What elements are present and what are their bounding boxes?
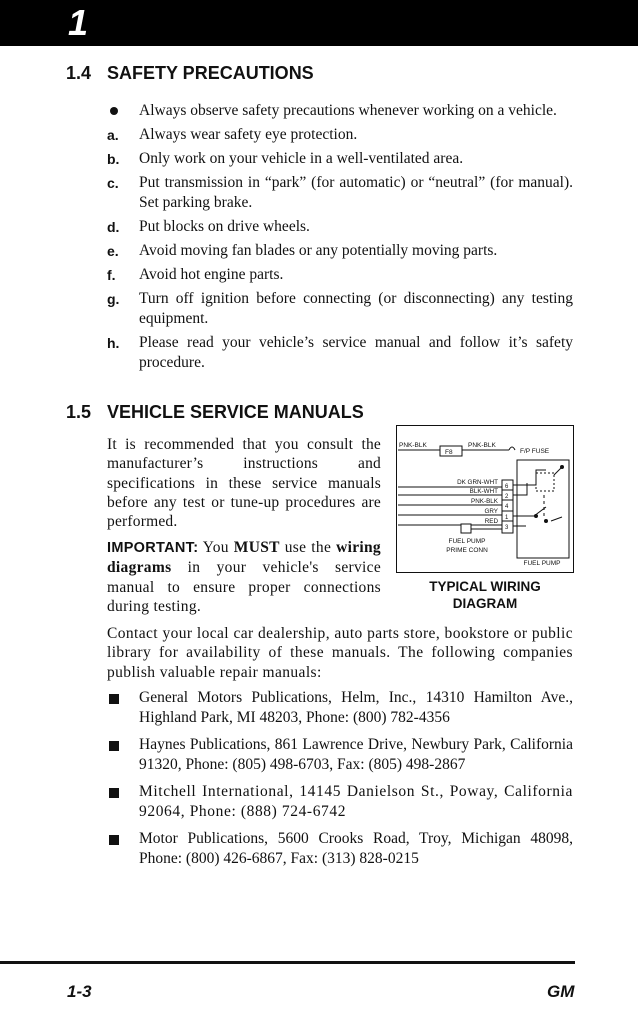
pin-label: 1 [505, 515, 509, 521]
list-item-marker: c. [107, 175, 119, 191]
wire-label: PNK-BLK [468, 442, 496, 449]
important-paragraph [107, 538, 381, 616]
diagram-caption: TYPICAL WIRING DIAGRAM [429, 579, 541, 611]
list-item [107, 241, 573, 261]
list-item-text: Avoid moving fan blades or any potentially moving parts. [139, 242, 498, 259]
pin-label: 3 [505, 525, 509, 531]
wire-label: BLK-WHT [469, 488, 498, 495]
list-item [107, 101, 573, 121]
chapter-header-bar [0, 0, 638, 46]
intro-paragraph: It is recommended that you consult the manufacturer’s instructions and specifications in these service manuals before any test or tune-up procedures are performed. [107, 436, 381, 531]
list-item [107, 149, 573, 169]
list-item-marker: b. [107, 151, 120, 167]
footer-rule [0, 961, 575, 964]
important-emphasis: MUST [233, 539, 280, 556]
square-bullet-icon [109, 694, 119, 704]
important-text: in your vehicle's service manual to ensure proper connections during testing. [107, 559, 381, 615]
list-item [107, 735, 573, 775]
important-label: IMPORTANT: [107, 540, 199, 556]
list-item [107, 173, 573, 213]
list-item-marker: f. [107, 267, 116, 283]
connector-label: FUEL PUMP [448, 538, 486, 545]
square-bullet-icon [109, 741, 119, 751]
list-item-text: Put blocks on drive wheels. [139, 218, 310, 235]
section-heading-safety [66, 62, 314, 84]
section-heading-manuals [66, 401, 364, 423]
list-item [107, 125, 573, 145]
list-item-marker: h. [107, 335, 120, 351]
chapter-number: 1 [68, 2, 89, 43]
connector-label: PRIME CONN [446, 547, 488, 554]
bullet-icon [110, 107, 118, 115]
list-item [107, 688, 573, 728]
publisher-text: General Motors Publications, Helm, Inc., 14310 Hamilton Ave., Highland Park, MI 48203, Phone: (800) 782-4356 [139, 689, 573, 726]
wire-label: DK GRN-WHT [457, 479, 498, 486]
list-item-marker: g. [107, 291, 120, 307]
list-item-marker: d. [107, 219, 120, 235]
wire-label: PNK-BLK [399, 442, 427, 449]
section-title: VEHICLE SERVICE MANUALS [107, 402, 364, 422]
list-item [107, 217, 573, 237]
section-title: SAFETY PRECAUTIONS [107, 63, 314, 83]
list-item-text: Always wear safety eye protection. [139, 126, 358, 143]
list-item [107, 289, 573, 329]
publisher-text: Mitchell International, 14145 Danielson St., Poway, California 92064, Phone: (888) 724-6742 [139, 783, 573, 820]
component-label: FUEL PUMP [523, 560, 561, 567]
wire-label: RED [484, 518, 498, 525]
important-text: use the [279, 539, 337, 556]
fuse-label: F8 [445, 449, 453, 456]
pin-label: 6 [505, 484, 509, 490]
list-item-text: Only work on your vehicle in a well-ventilated area. [139, 150, 464, 167]
square-bullet-icon [109, 835, 119, 845]
list-item-marker: a. [107, 127, 119, 143]
section-number: 1.4 [66, 63, 92, 83]
section-number: 1.5 [66, 402, 92, 422]
list-item [107, 265, 573, 285]
list-item [107, 829, 573, 869]
pin-label: 4 [505, 504, 509, 510]
list-item-text: Put transmission in “park” (for automatic) or “neutral” (for manual). Set parking brake. [139, 174, 573, 211]
publishers-list [107, 688, 573, 869]
list-item-text: Turn off ignition before connecting (or disconnecting) any testing equipment. [139, 290, 573, 327]
page-number: 1-3 [67, 982, 92, 1001]
wire-label: GRY [484, 508, 498, 515]
square-bullet-icon [109, 788, 119, 798]
pin-label: 2 [505, 494, 509, 500]
list-item-text: Avoid hot engine parts. [139, 266, 284, 283]
publisher-text: Motor Publications, 5600 Crooks Road, Troy, Michigan 48098, Phone: (800) 426-6867, Fax: (313) 828-0215 [139, 830, 573, 867]
list-item [107, 782, 573, 822]
list-item-text: Please read your vehicle’s service manual and follow it’s safety procedure. [139, 334, 573, 371]
contact-paragraph: Contact your local car dealership, auto parts store, bookstore or public library for availability of these manuals. The following companies publish valuable repair manuals: [107, 625, 573, 681]
list-item-text: Always observe safety precautions whenever working on a vehicle. [139, 102, 557, 119]
list-item-marker: e. [107, 243, 119, 259]
vehicle-make: GM [547, 982, 575, 1001]
fuse-label: F/P FUSE [520, 448, 550, 455]
list-item [107, 333, 573, 373]
important-text: You [198, 539, 234, 556]
important-emphasis: wiring diagrams [107, 539, 381, 577]
publisher-text: Haynes Publications, 861 Lawrence Drive, Newbury Park, California 91320, Phone: (805) 498-6703, Fax: (805) 498-2867 [139, 736, 573, 773]
safety-list [107, 101, 573, 373]
wiring-diagram [396, 425, 574, 573]
wire-label: PNK-BLK [471, 498, 498, 505]
